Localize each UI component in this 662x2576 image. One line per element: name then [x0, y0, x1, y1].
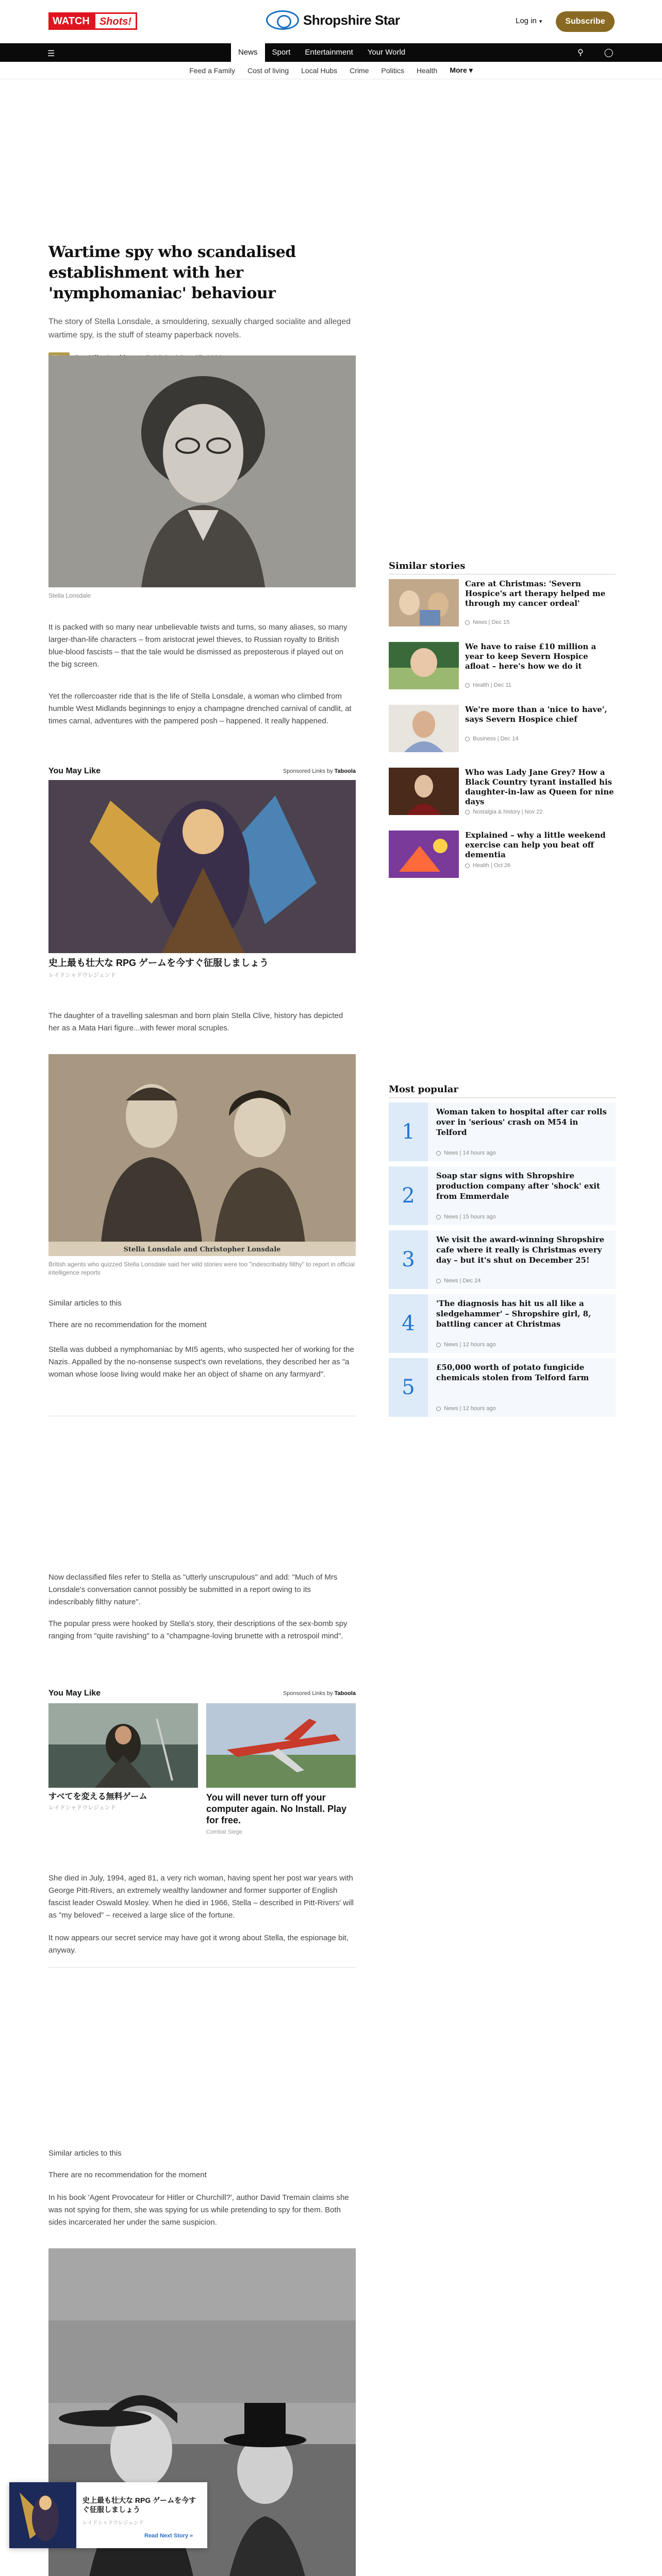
- ad-source[interactable]: レイドシャドウレジェンド: [48, 1805, 116, 1811]
- similar-story[interactable]: [389, 831, 616, 881]
- popular-title: Soap star signs with Shropshire production company after 'shock' exit from Emmerdale: [436, 1171, 600, 1201]
- sponsored-links[interactable]: [283, 1690, 356, 1697]
- article-header: [48, 242, 356, 363]
- rpg-ad-image[interactable]: [48, 780, 356, 953]
- subnav-item[interactable]: Politics: [381, 66, 404, 75]
- site-logo[interactable]: [266, 10, 400, 30]
- article-paragraph: Now declassified files refer to Stella as "utterly unscrupulous" and add: "Much of Mrs Lonsdale's conversation cannot possibly be submitted in a report owing to its indescribably filthy nature".: [48, 1573, 338, 1606]
- popular-rank: 3: [389, 1230, 428, 1289]
- article-paragraph: The daughter of a travelling salesman and born plain Stella Clive, history has depicted her as a Mata Hari figure...with fewer moral scruples.: [48, 1011, 343, 1032]
- hamburger-menu-icon[interactable]: ☰: [47, 49, 55, 58]
- similar-story[interactable]: [389, 768, 616, 818]
- divider: [389, 1097, 616, 1098]
- stella-and-husband-photo: [48, 1054, 356, 1256]
- clock-icon: [436, 1215, 441, 1219]
- clock-icon: [436, 1406, 441, 1411]
- article-paragraph: It is packed with so many near unbelievable twists and turns, so many aliases, so many larger-than-life characters – from aristocrat jewel thieves, to Russian royalty to British blue-blood fascists – that the tale would be dismissed as preposterous if played out on the big screen.: [48, 623, 347, 669]
- article-standfirst: The story of Stella Lonsdale, a smouldering, sexually charged socialite and alleged wartime spy, is the stuff of steamy paperback novels.: [48, 317, 351, 340]
- story-thumbnail: [389, 705, 459, 752]
- site-header: [0, 0, 662, 43]
- account-icon[interactable]: ◯: [604, 48, 614, 57]
- popular-meta-text: News | 15 hours ago: [444, 1214, 496, 1220]
- login-label: Log in: [516, 16, 537, 25]
- logo-emblem-icon: [266, 10, 299, 30]
- floating-ad[interactable]: [9, 2482, 207, 2548]
- sponsored-label: Sponsored Links by: [283, 1690, 333, 1697]
- clock-icon: [465, 737, 470, 741]
- popular-rank: 4: [389, 1294, 428, 1353]
- tab-sport[interactable]: Sport: [272, 48, 291, 57]
- nav-actions: [577, 47, 614, 58]
- subnav-item[interactable]: Cost of living: [247, 66, 289, 75]
- popular-meta-text: News | 14 hours ago: [444, 1150, 496, 1156]
- sponsored-label: Sponsored Links by: [283, 768, 333, 774]
- no-recommendation-text: There are no recommendation for the moment: [48, 2171, 207, 2179]
- more-label: More: [450, 66, 467, 74]
- popular-title: We visit the award-winning Shropshire cafe where it really is Christmas every day – but it's shut on December 25!: [436, 1235, 605, 1265]
- tab-news[interactable]: News: [231, 43, 265, 62]
- story-meta-text: News | Dec 15: [473, 619, 510, 625]
- photo-caption: British agents who quizzed Stella Lonsdale said her wild stories were too "indescribably filthy" to report in official intelligence reports: [48, 1261, 355, 1276]
- subnav-item[interactable]: Feed a Family: [189, 66, 235, 75]
- article-paragraph: In his book 'Agent Provocateur for Hitler or Churchill?', author David Tremain claims she was not spying for them, she was spying for us while pretending to spy for them. Both sides incarcerated her under the same suspicion.: [48, 2193, 349, 2227]
- ad-title[interactable]: すべてを変える無料ゲーム: [48, 1792, 147, 1801]
- story-meta: [465, 736, 518, 742]
- main-nav: [0, 43, 662, 62]
- popular-meta: [436, 1150, 496, 1156]
- story-thumbnail: [389, 831, 459, 878]
- popular-meta: [436, 1405, 496, 1412]
- article-headline: Wartime spy who scandalised establishment with her 'nymphomaniac' behaviour: [48, 243, 296, 302]
- similar-articles-label: Similar articles to this: [48, 1299, 122, 1308]
- popular-meta-text: News | 12 hours ago: [444, 1342, 496, 1348]
- similar-story[interactable]: [389, 705, 616, 755]
- popular-rank: 2: [389, 1166, 428, 1225]
- sponsor-name: Taboola: [334, 768, 356, 774]
- popular-story[interactable]: [389, 1358, 616, 1417]
- subscribe-button[interactable]: Subscribe: [556, 11, 615, 32]
- clock-icon: [436, 1279, 441, 1283]
- clock-icon: [436, 1151, 441, 1156]
- story-title: Explained – why a little weekend exercise can help you beat off dementia: [465, 831, 606, 859]
- story-meta-text: Business | Dec 14: [473, 736, 519, 742]
- watch-shots-link[interactable]: [48, 12, 137, 30]
- article-paragraph: She died in July, 1994, aged 81, a very rich woman, having spent her post war years with George Pitt-Rivers, an extremely wealthy landowner and former supporter of English fascist leader Oswald Mosley. When he died in 1966, Stella – described in Pitt-Rivers' will as "my beloved" – received a large slice of the fortune.: [48, 1874, 354, 1920]
- story-meta: [465, 862, 510, 869]
- similar-articles-label: Similar articles to this: [48, 2149, 122, 2158]
- sponsored-links[interactable]: [283, 768, 356, 774]
- clock-icon: [436, 1343, 441, 1347]
- you-may-like-title: You May Like: [48, 1689, 101, 1698]
- article-paragraph: Yet the rollercoaster ride that is the life of Stella Lonsdale, a woman who climbed from humble West Midlands beginnings to enjoy a champagne drenched carnival of candlit, at times carnal, adventures with the pampered posh – happened. It really happened.: [48, 692, 352, 725]
- story-title: We have to raise £10 million a year to keep Severn Hospice afloat – here's how we do it: [465, 642, 597, 671]
- most-popular-heading: Most popular: [389, 1084, 458, 1095]
- popular-meta-text: News | 12 hours ago: [444, 1405, 496, 1412]
- ad-title[interactable]: 史上最も壮大な RPG ゲームを今すぐ征服しましょう: [48, 958, 269, 968]
- story-title: Care at Christmas: 'Severn Hospice's art therapy helped me through my cancer ordeal': [465, 579, 606, 608]
- tab-your-world[interactable]: Your World: [367, 48, 406, 57]
- article-paragraph: It now appears our secret service may have got it wrong about Stella, the espionage bit, anyway.: [48, 1934, 349, 1955]
- you-may-like-header: [48, 1689, 356, 1699]
- read-next-story-link[interactable]: Read Next Story »: [144, 2533, 193, 2539]
- story-meta: [465, 682, 511, 688]
- sub-nav: [0, 62, 662, 79]
- you-may-like-title: You May Like: [48, 767, 101, 775]
- popular-rank: 5: [389, 1358, 428, 1417]
- popular-rank: 1: [389, 1103, 428, 1161]
- popular-meta: [436, 1342, 496, 1348]
- search-icon[interactable]: ⚲: [577, 48, 584, 57]
- subnav-item[interactable]: Crime: [350, 66, 369, 75]
- subnav-more[interactable]: [450, 66, 472, 75]
- tab-entertainment[interactable]: Entertainment: [305, 48, 353, 57]
- chevron-down-icon: ▾: [537, 19, 542, 25]
- popular-meta-text: News | Dec 24: [444, 1278, 481, 1284]
- photo-caption: Stella Lonsdale: [48, 592, 91, 599]
- clock-icon: [465, 683, 470, 688]
- popular-meta: [436, 1214, 496, 1220]
- subnav-item[interactable]: Health: [416, 66, 438, 75]
- popular-title: £50,000 worth of potato fungicide chemicals stolen from Telford farm: [436, 1363, 589, 1382]
- clock-icon: [465, 863, 470, 868]
- story-thumbnail: [389, 579, 459, 626]
- popular-story[interactable]: [389, 1103, 616, 1161]
- no-recommendation-text: There are no recommendation for the moment: [48, 1320, 207, 1329]
- login-button[interactable]: [516, 16, 542, 25]
- floating-ad-source: レイドシャドウレジェンド: [82, 2520, 144, 2526]
- chevron-down-icon: ▾: [469, 66, 473, 74]
- ad-source[interactable]: Combat Siege: [206, 1829, 242, 1835]
- divider: [48, 1967, 356, 1968]
- story-thumbnail: [389, 768, 459, 815]
- floating-ad-image: [9, 2482, 76, 2548]
- subnav-item[interactable]: Local Hubs: [301, 66, 338, 75]
- stella-lonsdale-photo: [48, 355, 356, 587]
- story-thumbnail: [389, 642, 459, 689]
- popular-meta: [436, 1278, 481, 1284]
- ad-source[interactable]: レイドシャドウレジェンド: [48, 972, 116, 978]
- popular-story[interactable]: [389, 1166, 616, 1225]
- sponsor-name: Taboola: [334, 1690, 356, 1697]
- popular-title: Woman taken to hospital after car rolls over in 'serious' crash on M54 in Telford: [436, 1107, 607, 1137]
- free-game-ad-image[interactable]: [48, 1703, 198, 1788]
- nav-tabs: [231, 43, 412, 62]
- article-paragraph: Stella was dubbed a nymphomaniac by MI5 agents, who suspected her of working for the Nazis. Appalled by the no-nonsense suspect's own revelations, they described her as "a woman whose loose living would make her an object of shame on any farmyard".: [48, 1345, 354, 1379]
- story-meta-text: Nostalgia & history | Nov 22: [473, 809, 543, 815]
- floating-ad-title: 史上最も壮大な RPG ゲームを今すぐ征服しましょう: [82, 2496, 196, 2514]
- story-title: We're more than a 'nice to have', says Severn Hospice chief: [465, 705, 607, 724]
- you-may-like-header: [48, 767, 356, 777]
- story-title: Who was Lady Jane Grey? How a Black Country tyrant installed his daughter-in-law as Queen for nine days: [465, 768, 614, 806]
- ad-title[interactable]: You will never turn off your computer again. No Install. Play for free.: [206, 1792, 347, 1825]
- similar-stories-heading: Similar stories: [389, 561, 466, 571]
- clock-icon: [465, 620, 470, 625]
- story-meta-text: Health | Dec 11: [473, 682, 511, 688]
- story-meta: [465, 619, 509, 625]
- site-name: Shropshire Star: [303, 12, 400, 28]
- watch-label: WATCH: [48, 12, 94, 30]
- popular-story[interactable]: [389, 1230, 616, 1289]
- similar-story[interactable]: [389, 579, 616, 630]
- story-meta-text: Health | Oct 26: [473, 862, 511, 869]
- story-meta: [465, 809, 543, 815]
- combat-siege-ad-image[interactable]: [206, 1703, 356, 1788]
- shots-label: Shots!: [94, 12, 137, 30]
- article-paragraph: The popular press were hooked by Stella's story, their descriptions of the sex-bomb spy ranging from "quite ravishing" to a "champagne-loving brunette with a retrospoil mind".: [48, 1619, 347, 1640]
- popular-title: 'The diagnosis has hit us all like a sledgehammer' – Shropshire girl, 8, battling cancer at Christmas: [436, 1299, 591, 1329]
- popular-story[interactable]: [389, 1294, 616, 1353]
- similar-story[interactable]: [389, 642, 616, 692]
- clock-icon: [465, 810, 470, 815]
- photo2-label: Stella Lonsdale and Christopher Lonsdale: [123, 1246, 281, 1253]
